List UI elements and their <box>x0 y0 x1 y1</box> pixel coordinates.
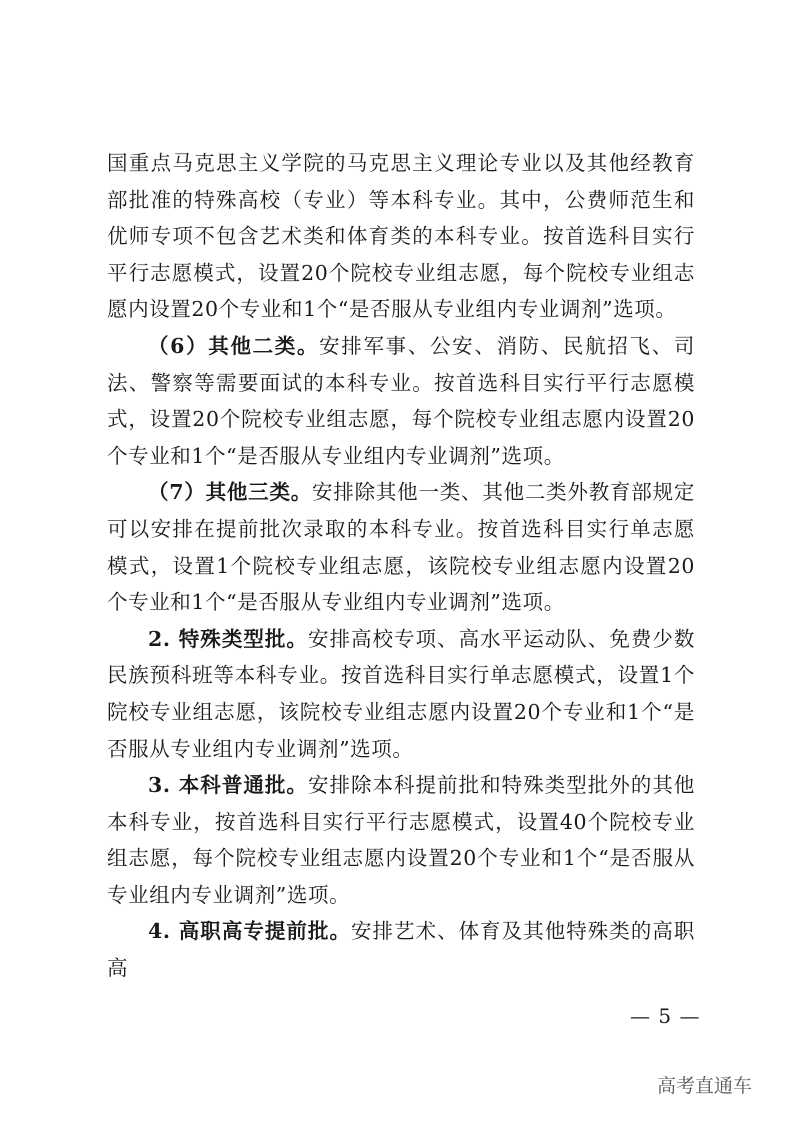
paragraph-other-category-3 <box>107 474 695 620</box>
paragraph-lead: （7）其他三类。 <box>148 480 313 505</box>
paragraph-vocational-early-batch <box>107 913 695 986</box>
paragraph-special-type-batch <box>107 621 695 767</box>
paragraph-undergraduate-regular-batch <box>107 767 695 913</box>
paragraph-text: 安排除本科提前批和特殊类型批外的其他本科专业，按首选科目实行平行志愿模式，设置40个院校专业组志愿，每个院校专业组志愿内设置20个专业和1个“是否服从专业组内专业调剂”选项。 <box>107 773 695 907</box>
document-body <box>107 145 695 987</box>
paragraph-lead: 2. 特殊类型批。 <box>148 626 308 651</box>
paragraph-text: 安排艺术、体育及其他特殊类的高职高 <box>107 919 695 981</box>
paragraph-text: 安排除其他一类、其他二类外教育部规定可以安排在提前批次录取的本科专业。按首选科目实行单志愿模式，设置1个院校专业组志愿，该院校专业组志愿内设置20个专业和1个“是否服从专业组内专业调剂”选项。 <box>107 480 695 615</box>
paragraph-text: 安排高校专项、高水平运动队、免费少数民族预科班等本科专业。按首选科目实行单志愿模式，设置1个院校专业组志愿，该院校专业组志愿内设置20个专业和1个“是否服从专业组内专业调剂”选项。 <box>107 626 695 761</box>
paragraph-lead: 3. 本科普通批。 <box>148 773 308 798</box>
watermark-text: 高考直通车 <box>657 1075 753 1097</box>
paragraph-text: 安排军事、公安、消防、民航招飞、司法、警察等需要面试的本科专业。按首选科目实行平行志愿模式，设置20个院校专业组志愿，每个院校专业组志愿内设置20个专业和1个“是否服从专业组内专业调剂”选项。 <box>107 333 695 468</box>
paragraph-continued <box>107 145 695 328</box>
paragraph-lead: 4. 高职高专提前批。 <box>148 919 351 944</box>
paragraph-text: 国重点马克思主义学院的马克思主义理论专业以及其他经教育部批准的特殊高校（专业）等本科专业。其中，公费师范生和优师专项不包含艺术类和体育类的本科专业。按首选科目实行平行志愿模式，设置20个院校专业组志愿，每个院校专业组志愿内设置20个专业和1个“是否服从专业组内专业调剂”选项。 <box>107 151 695 322</box>
page-number: — 5 — <box>630 1004 701 1028</box>
paragraph-other-category-2 <box>107 328 695 474</box>
paragraph-lead: （6）其他二类。 <box>148 333 320 358</box>
